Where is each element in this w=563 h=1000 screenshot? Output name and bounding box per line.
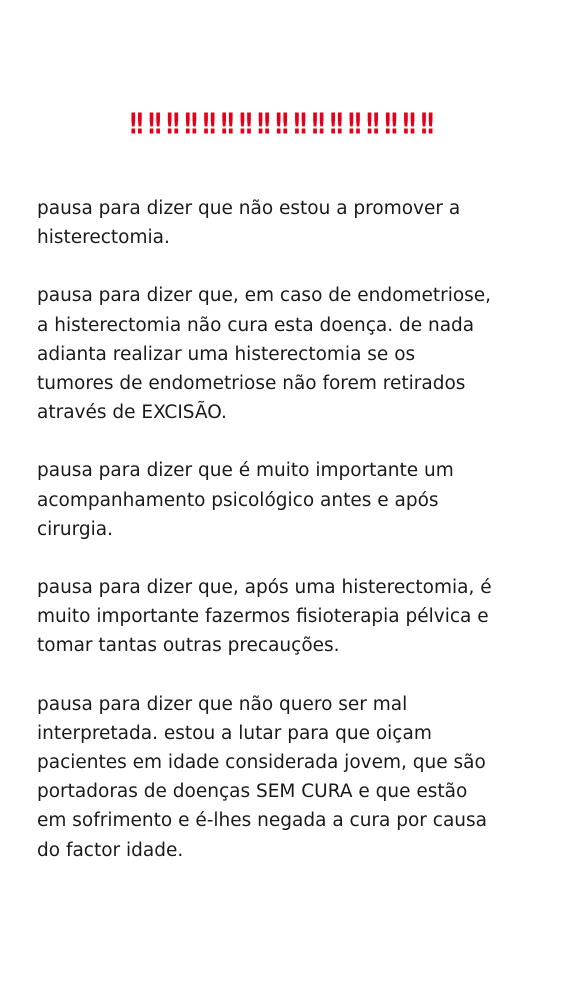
text-line: histerectomia. <box>37 227 170 249</box>
text-line: pausa para dizer que, em caso de endometriose, <box>37 285 492 307</box>
double-exclamation-icon: ‼ <box>420 112 433 136</box>
double-exclamation-row <box>0 112 563 136</box>
text-line: cirurgia. <box>37 518 114 540</box>
text-line: a histerectomia não cura esta doença. de nada <box>37 314 475 336</box>
paragraph <box>37 690 537 865</box>
text-line: muito importante fazermos fisioterapia pélvica e <box>37 606 489 628</box>
story-text <box>37 194 537 894</box>
text-line: pacientes em idade considerada jovem, que são <box>37 752 486 774</box>
paragraph <box>37 573 537 661</box>
double-exclamation-icon: ‼ <box>275 112 288 136</box>
text-line: acompanhamento psicológico antes e após <box>37 489 439 511</box>
text-line: tumores de endometriose não forem retirados <box>37 373 466 395</box>
double-exclamation-icon: ‼ <box>329 112 343 136</box>
text-line: portadoras de doenças SEM CURA e que estão <box>37 781 468 803</box>
double-exclamation-icon: ‼ <box>366 112 379 136</box>
double-exclamation-icon: ‼ <box>220 112 234 136</box>
text-line: pausa para dizer que não estou a promover a <box>37 198 461 219</box>
double-exclamation-icon: ‼ <box>166 112 179 136</box>
text-line: pausa para dizer que é muito importante um <box>37 460 454 482</box>
double-exclamation-icon: ‼ <box>202 112 215 136</box>
paragraph <box>37 281 537 427</box>
paragraph <box>37 194 537 252</box>
double-exclamation-icon: ‼ <box>384 112 397 136</box>
double-exclamation-icon: ‼ <box>257 112 270 136</box>
double-exclamation-icon: ‼ <box>311 112 324 136</box>
double-exclamation-icon: ‼ <box>293 112 306 136</box>
text-line: tomar tantas outras precauções. <box>37 635 340 657</box>
text-line: do factor idade. <box>37 839 184 861</box>
double-exclamation-icon: ‼ <box>239 112 252 136</box>
double-exclamation-icon: ‼ <box>348 112 361 136</box>
double-exclamation-icon: ‼ <box>130 112 143 136</box>
text-line: pausa para dizer que não quero ser mal <box>37 693 408 715</box>
text-line: adianta realizar uma histerectomia se os <box>37 343 416 365</box>
double-exclamation-icon: ‼ <box>148 112 161 136</box>
paragraph <box>37 456 537 544</box>
text-line: interpretada. estou a lutar para que oiçam <box>37 722 432 744</box>
text-line: pausa para dizer que, após uma histerectomia, é <box>37 577 492 599</box>
text-line: através de EXCISÃO. <box>37 402 227 424</box>
double-exclamation-icon: ‼ <box>402 112 415 136</box>
text-line: em sofrimento e é-lhes negada a cura por causa <box>37 810 488 832</box>
double-exclamation-icon: ‼ <box>184 112 197 136</box>
